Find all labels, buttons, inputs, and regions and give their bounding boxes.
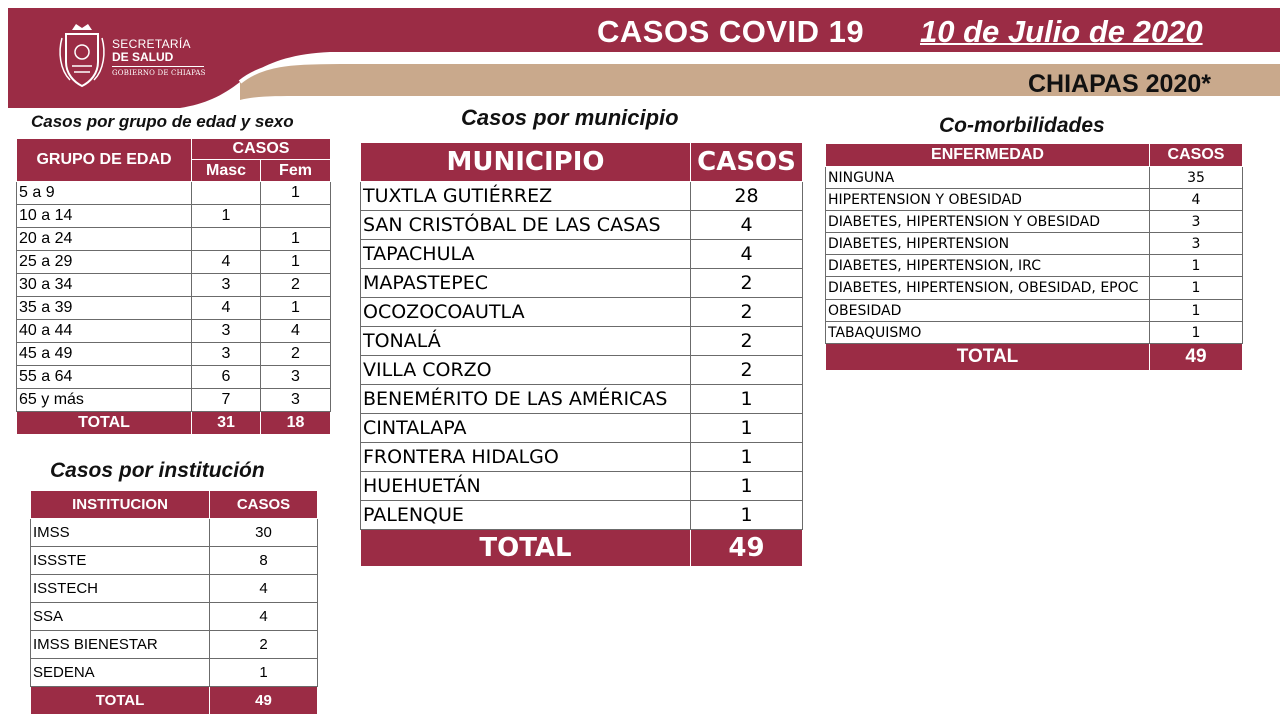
disease-name-cell: TABAQUISMO bbox=[826, 322, 1150, 344]
header-masc: Masc bbox=[192, 160, 261, 182]
table-row bbox=[361, 385, 803, 414]
table-row bbox=[31, 575, 318, 603]
cases-cell: 4 bbox=[210, 603, 318, 631]
age-sex-title: Casos por grupo de edad y sexo bbox=[31, 112, 294, 131]
municipio-name-cell: SAN CRISTÓBAL DE LAS CASAS bbox=[361, 211, 691, 240]
total-label: TOTAL bbox=[17, 412, 192, 435]
table-row bbox=[17, 297, 331, 320]
disease-name-cell: OBESIDAD bbox=[826, 300, 1150, 322]
age-group-cell: 25 a 29 bbox=[17, 251, 192, 274]
fem-count-cell: 2 bbox=[261, 343, 331, 366]
fem-count-cell: 3 bbox=[261, 389, 331, 412]
cases-cell: 1 bbox=[1150, 255, 1243, 277]
logo-divider bbox=[112, 66, 204, 67]
header-cases: CASOS bbox=[691, 143, 803, 182]
secretaria-salud-logo bbox=[58, 22, 208, 92]
age-group-cell: 10 a 14 bbox=[17, 205, 192, 228]
disease-name-cell: DIABETES, HIPERTENSION, IRC bbox=[826, 255, 1150, 277]
table-row bbox=[361, 327, 803, 356]
municipio-title: Casos por municipio bbox=[461, 105, 679, 130]
cases-cell: 8 bbox=[210, 547, 318, 575]
table-row bbox=[826, 277, 1243, 300]
page-title: CASOS COVID 19 bbox=[597, 14, 865, 49]
municipio-name-cell: HUEHUETÁN bbox=[361, 472, 691, 501]
fem-count-cell: 1 bbox=[261, 182, 331, 205]
municipio-name-cell: PALENQUE bbox=[361, 501, 691, 530]
cases-cell: 2 bbox=[691, 269, 803, 298]
disease-name-cell: HIPERTENSION Y OBESIDAD bbox=[826, 189, 1150, 211]
table-row bbox=[31, 547, 318, 575]
table-row bbox=[31, 659, 318, 687]
masc-count-cell: 6 bbox=[192, 366, 261, 389]
municipio-name-cell: TUXTLA GUTIÉRREZ bbox=[361, 182, 691, 211]
masc-count-cell: 4 bbox=[192, 297, 261, 320]
cases-cell: 2 bbox=[691, 327, 803, 356]
cases-cell: 1 bbox=[210, 659, 318, 687]
age-group-cell: 5 a 9 bbox=[17, 182, 192, 205]
fem-count-cell: 1 bbox=[261, 228, 331, 251]
age-group-cell: 40 a 44 bbox=[17, 320, 192, 343]
total-cases: 49 bbox=[210, 687, 318, 715]
institution-name-cell: SSA bbox=[31, 603, 210, 631]
table-row bbox=[17, 343, 331, 366]
disease-name-cell: DIABETES, HIPERTENSION Y OBESIDAD bbox=[826, 211, 1150, 233]
fem-count-cell: 2 bbox=[261, 274, 331, 297]
total-row bbox=[361, 530, 803, 567]
total-row bbox=[826, 344, 1243, 371]
table-row bbox=[826, 255, 1243, 277]
masc-count-cell: 3 bbox=[192, 343, 261, 366]
institution-name-cell: ISSSTE bbox=[31, 547, 210, 575]
masc-count-cell: 7 bbox=[192, 389, 261, 412]
masc-count-cell: 4 bbox=[192, 251, 261, 274]
municipio-name-cell: TONALÁ bbox=[361, 327, 691, 356]
cases-cell: 28 bbox=[691, 182, 803, 211]
cases-cell: 1 bbox=[1150, 300, 1243, 322]
table-row bbox=[17, 274, 331, 297]
masc-count-cell: 3 bbox=[192, 320, 261, 343]
cases-cell: 3 bbox=[1150, 233, 1243, 255]
age-group-cell: 30 a 34 bbox=[17, 274, 192, 297]
comorbidities-title: Co-morbilidades bbox=[939, 114, 1105, 137]
total-masc: 31 bbox=[192, 412, 261, 435]
table-row bbox=[361, 240, 803, 269]
institution-title: Casos por institución bbox=[50, 459, 265, 482]
municipio-name-cell: FRONTERA HIDALGO bbox=[361, 443, 691, 472]
institution-name-cell: SEDENA bbox=[31, 659, 210, 687]
fem-count-cell bbox=[261, 205, 331, 228]
table-row bbox=[361, 182, 803, 211]
header-enfermedad: ENFERMEDAD bbox=[826, 144, 1150, 167]
fem-count-cell: 3 bbox=[261, 366, 331, 389]
header-institution: INSTITUCION bbox=[31, 491, 210, 519]
masc-count-cell bbox=[192, 182, 261, 205]
table-row bbox=[361, 414, 803, 443]
logo-text-secretaria: SECRETARÍA bbox=[112, 37, 191, 51]
cases-cell: 35 bbox=[1150, 167, 1243, 189]
age-sex-table bbox=[16, 138, 331, 435]
table-row bbox=[361, 211, 803, 240]
cases-cell: 2 bbox=[210, 631, 318, 659]
cases-cell: 1 bbox=[1150, 322, 1243, 344]
table-row bbox=[17, 205, 331, 228]
cases-cell: 4 bbox=[691, 240, 803, 269]
report-date: 10 de Julio de 2020 bbox=[920, 14, 1203, 49]
table-row bbox=[826, 189, 1243, 211]
cases-cell: 1 bbox=[1150, 277, 1243, 300]
total-fem: 18 bbox=[261, 412, 331, 435]
header-municipio: MUNICIPIO bbox=[361, 143, 691, 182]
total-row bbox=[17, 412, 331, 435]
total-label: TOTAL bbox=[361, 530, 691, 567]
municipio-name-cell: CINTALAPA bbox=[361, 414, 691, 443]
table-row bbox=[826, 211, 1243, 233]
age-group-cell: 20 a 24 bbox=[17, 228, 192, 251]
header-age-group: GRUPO DE EDAD bbox=[17, 139, 192, 182]
cases-cell: 1 bbox=[691, 501, 803, 530]
masc-count-cell: 1 bbox=[192, 205, 261, 228]
table-row bbox=[361, 298, 803, 327]
total-row bbox=[31, 687, 318, 715]
masc-count-cell: 3 bbox=[192, 274, 261, 297]
institution-name-cell: ISSTECH bbox=[31, 575, 210, 603]
header-cases: CASOS bbox=[1150, 144, 1243, 167]
table-row bbox=[826, 322, 1243, 344]
table-row bbox=[361, 472, 803, 501]
table-row bbox=[361, 356, 803, 385]
age-group-cell: 35 a 39 bbox=[17, 297, 192, 320]
table-row bbox=[31, 519, 318, 547]
table-row bbox=[361, 269, 803, 298]
cases-cell: 1 bbox=[691, 443, 803, 472]
table-row bbox=[31, 603, 318, 631]
fem-count-cell: 1 bbox=[261, 297, 331, 320]
municipio-name-cell: MAPASTEPEC bbox=[361, 269, 691, 298]
institution-name-cell: IMSS bbox=[31, 519, 210, 547]
municipio-name-cell: TAPACHULA bbox=[361, 240, 691, 269]
cases-cell: 30 bbox=[210, 519, 318, 547]
fem-count-cell: 4 bbox=[261, 320, 331, 343]
header-cases: CASOS bbox=[210, 491, 318, 519]
logo-text-gobierno: GOBIERNO DE CHIAPAS bbox=[112, 69, 206, 77]
table-row bbox=[17, 182, 331, 205]
municipio-name-cell: OCOZOCOAUTLA bbox=[361, 298, 691, 327]
institution-table bbox=[30, 490, 318, 715]
disease-name-cell: DIABETES, HIPERTENSION, OBESIDAD, EPOC bbox=[826, 277, 1150, 300]
total-label: TOTAL bbox=[826, 344, 1150, 371]
cases-cell: 1 bbox=[691, 414, 803, 443]
fem-count-cell: 1 bbox=[261, 251, 331, 274]
total-cases: 49 bbox=[1150, 344, 1243, 371]
disease-name-cell: NINGUNA bbox=[826, 167, 1150, 189]
logo-text-de-salud: DE SALUD bbox=[112, 50, 174, 64]
total-cases: 49 bbox=[691, 530, 803, 567]
comorbidities-table bbox=[825, 143, 1243, 371]
header-cases: CASOS bbox=[192, 139, 331, 160]
cases-cell: 1 bbox=[691, 385, 803, 414]
coat-of-arms-icon bbox=[58, 22, 106, 88]
disease-name-cell: DIABETES, HIPERTENSION bbox=[826, 233, 1150, 255]
table-row bbox=[826, 167, 1243, 189]
masc-count-cell bbox=[192, 228, 261, 251]
cases-cell: 1 bbox=[691, 472, 803, 501]
table-row bbox=[17, 389, 331, 412]
cases-cell: 4 bbox=[210, 575, 318, 603]
table-row bbox=[826, 300, 1243, 322]
table-row bbox=[17, 251, 331, 274]
table-row bbox=[17, 228, 331, 251]
table-row bbox=[361, 443, 803, 472]
table-row bbox=[17, 320, 331, 343]
total-label: TOTAL bbox=[31, 687, 210, 715]
cases-cell: 2 bbox=[691, 298, 803, 327]
cases-cell: 2 bbox=[691, 356, 803, 385]
cases-cell: 4 bbox=[691, 211, 803, 240]
table-row bbox=[361, 501, 803, 530]
age-group-cell: 65 y más bbox=[17, 389, 192, 412]
municipio-name-cell: VILLA CORZO bbox=[361, 356, 691, 385]
header-banner bbox=[0, 0, 1280, 110]
table-row bbox=[31, 631, 318, 659]
municipio-name-cell: BENEMÉRITO DE LAS AMÉRICAS bbox=[361, 385, 691, 414]
cases-cell: 3 bbox=[1150, 211, 1243, 233]
header-fem: Fem bbox=[261, 160, 331, 182]
institution-name-cell: IMSS BIENESTAR bbox=[31, 631, 210, 659]
municipio-table bbox=[360, 142, 803, 567]
table-row bbox=[17, 366, 331, 389]
cases-cell: 4 bbox=[1150, 189, 1243, 211]
table-row bbox=[826, 233, 1243, 255]
age-group-cell: 45 a 49 bbox=[17, 343, 192, 366]
age-group-cell: 55 a 64 bbox=[17, 366, 192, 389]
region-label: CHIAPAS 2020* bbox=[1028, 70, 1211, 98]
